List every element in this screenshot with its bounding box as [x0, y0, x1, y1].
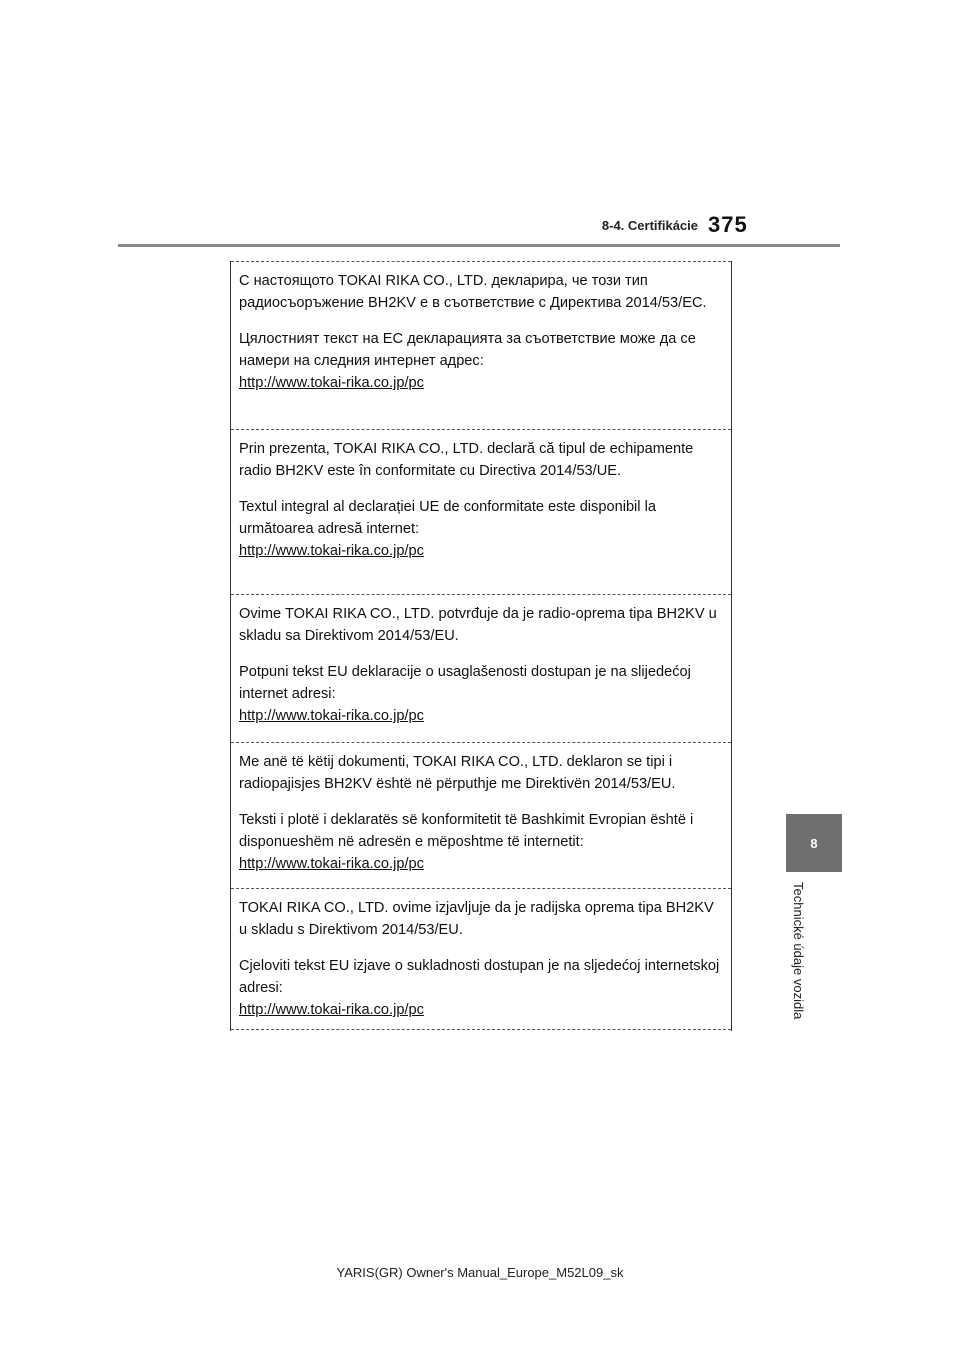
- declaration-statement: TOKAI RIKA CO., LTD. ovime izjavljuje da je radijska oprema tipa BH2KV u skladu s Direktivom 2014/53/EU.: [239, 900, 714, 938]
- declaration-croatian-serbian: [231, 594, 731, 741]
- declaration-statement: Ovime TOKAI RIKA CO., LTD. potvrđuje da je radio-oprema tipa BH2KV u skladu sa Direktivom 2014/53/EU.: [239, 606, 717, 644]
- footer-text: YARIS(GR) Owner's Manual_Europe_M52L09_sk: [336, 1265, 624, 1280]
- declaration-statement: Prin prezenta, TOKAI RIKA CO., LTD. declară că tipul de echipamente radio BH2KV este în conformitate cu Directiva 2014/53/UE.: [239, 441, 694, 479]
- declaration-link[interactable]: http://www.tokai-rika.co.jp/pc: [239, 543, 424, 559]
- declaration-bulgarian: [231, 261, 731, 426]
- declaration-statement: Me anë të këtij dokumenti, TOKAI RIKA CO., LTD. deklaron se tipi i radiopajisjes BH2KV është në përputhje me Direktivën 2014/53/EU.: [239, 754, 676, 792]
- declaration-romanian: [231, 429, 731, 592]
- declaration-link[interactable]: http://www.tokai-rika.co.jp/pc: [239, 375, 424, 391]
- declaration-albanian: [231, 742, 731, 887]
- declaration-availability: Textul integral al declarației UE de conformitate este disponibil la următoarea adresă internet:: [239, 499, 656, 537]
- section-title: 8-4. Certifikácie: [601, 218, 698, 233]
- declaration-availability: Cjeloviti tekst EU izjave o sukladnosti dostupan je na sljedećoj internetskoj adresi:: [239, 958, 720, 996]
- chapter-title: Technické údaje vozidla: [791, 882, 806, 1020]
- header-divider: [118, 244, 840, 247]
- declaration-statement: С настоящото TOKAI RIKA CO., LTD. декларира, че този тип радиосъоръжение BH2KV е в съответствие с Директива 2014/53/EC.: [239, 273, 707, 311]
- declaration-availability: Цялостният текст на ЕС декларацията за съответствие може да се намери на следния интернет адрес:: [239, 331, 696, 369]
- declaration-availability: Teksti i plotë i deklaratës së konformitetit të Bashkimit Evropian është i disponueshëm në adresën e mëposhtme të internetit:: [239, 812, 694, 850]
- declaration-croatian: [231, 888, 731, 1029]
- declarations-box: [230, 261, 732, 1031]
- declaration-availability: Potpuni tekst EU deklaracije o usaglašenosti dostupan je na slijedećoj internet adresi:: [239, 664, 691, 702]
- page-number: 375: [708, 212, 748, 237]
- declaration-link[interactable]: http://www.tokai-rika.co.jp/pc: [239, 856, 424, 872]
- box-bottom-rule: [231, 1029, 731, 1030]
- chapter-tab[interactable]: 8: [786, 814, 842, 872]
- declaration-link[interactable]: http://www.tokai-rika.co.jp/pc: [239, 708, 424, 724]
- declaration-link[interactable]: http://www.tokai-rika.co.jp/pc: [239, 1002, 424, 1018]
